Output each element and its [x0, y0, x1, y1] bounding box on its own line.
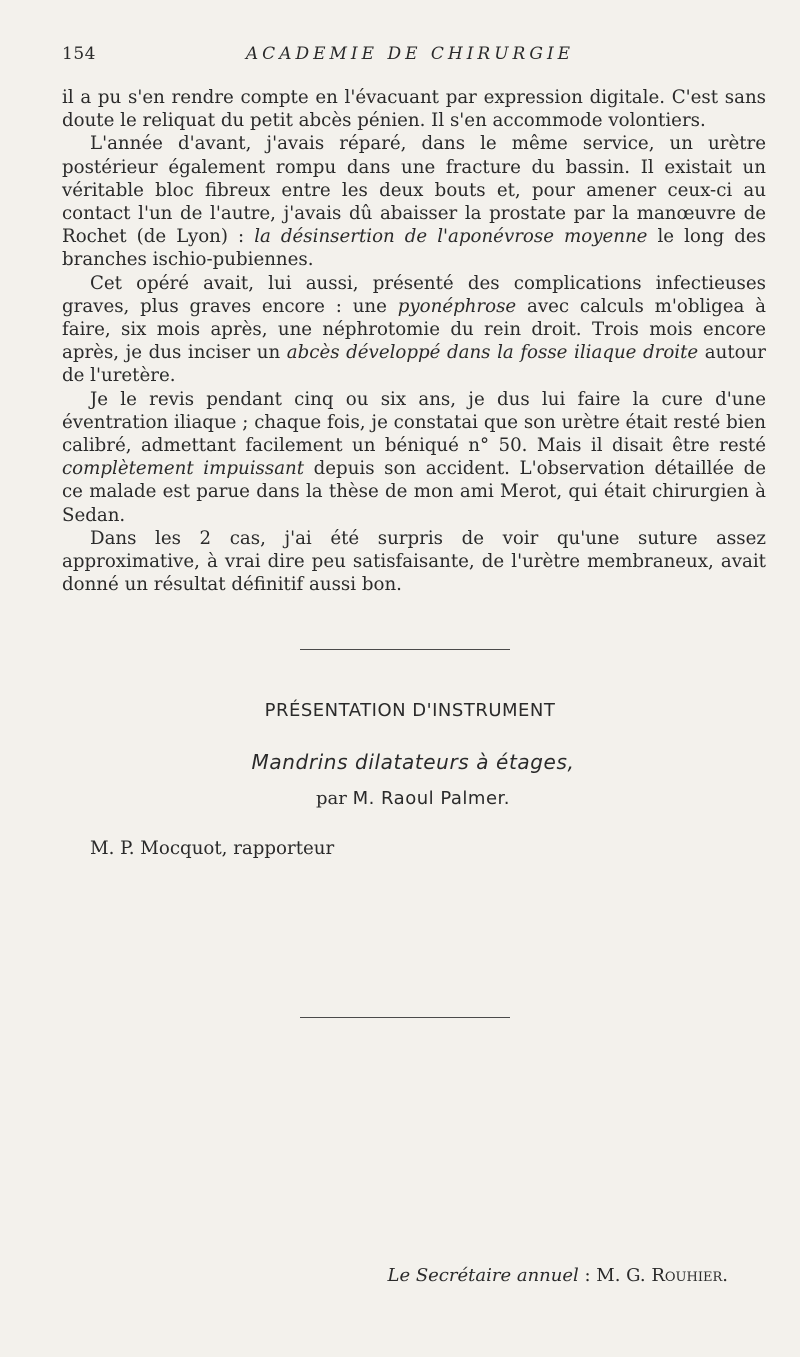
body-paragraph: [62, 388, 766, 527]
rapporteur-line: M. P. Mocquot, rapporteur: [90, 838, 335, 859]
body-paragraph: [62, 86, 766, 132]
signature-line: [388, 1265, 729, 1286]
author-line: [0, 788, 800, 809]
closing-divider: [300, 1017, 510, 1018]
journal-title: ACADEMIE DE CHIRURGIE: [245, 44, 575, 64]
text-run: Je le revis pendant cinq ou six ans, je dus lui faire la cure d'une éventration iliaque ; chaque fois, je constatai que son urètre était resté bien calibré, admettant facilement un béniqué n° 50. Mais il disait être resté: [62, 388, 766, 457]
instrument-title: Mandrins dilatateurs à étages,: [251, 750, 575, 774]
text-run: il a pu s'en rendre compte en l'évacuant par expression digitale. C'est sans doute le reliquat du petit abcès pénien. Il s'en accommode volontiers.: [62, 87, 766, 132]
italic-phrase: pyonéphrose: [397, 295, 517, 317]
italic-phrase: abcès développé dans la fosse iliaque droite: [286, 342, 699, 364]
text-run: Cet opéré avait, lui aussi, présenté des complications infectieuses graves, plus graves encore : une: [62, 272, 766, 317]
section-divider: [300, 649, 510, 650]
secretary-role: Le Secrétaire annuel: [387, 1265, 579, 1286]
body-text: [62, 86, 766, 596]
signature-separator: :: [578, 1265, 597, 1286]
running-head: [62, 44, 758, 68]
italic-phrase: la désinsertion de l'aponévrose moyenne: [254, 226, 648, 248]
author-name: M. Raoul Palmer.: [352, 788, 510, 809]
section-heading: PRÉSENTATION D'INSTRUMENT: [264, 700, 556, 721]
body-paragraph: [62, 132, 766, 271]
page-number: 154: [62, 44, 96, 64]
text-run: Dans les 2 cas, j'ai été surpris de voir qu'une suture assez approximative, à vrai dire peu satisfaisante, de l'urètre membraneux, avait donné un résultat définitif aussi bon.: [62, 527, 766, 596]
text-run: depuis son accident. L'observation détaillée de ce malade est parue dans la thèse de mon ami Merot, qui était chirurgien à Sedan.: [62, 458, 766, 526]
body-paragraph: [62, 272, 766, 388]
by-label: par: [315, 788, 347, 809]
text-run: avec calculs m'obligea à faire, six mois après, une néphrotomie du rein droit. Trois mois encore après, je dus inciser un: [62, 295, 767, 364]
text-run: autour de l'uretère.: [62, 342, 766, 387]
body-paragraph: [62, 527, 766, 597]
italic-phrase: complètement impuissant: [62, 458, 305, 480]
text-run: le long des branches ischio-pubiennes.: [62, 226, 766, 271]
secretary-name: M. G. Rouhier.: [596, 1265, 728, 1286]
text-run: L'année d'avant, j'avais réparé, dans le même service, un urètre postérieur également rompu dans une fracture du bassin. Il existait un véritable bloc fibreux entre les deux bouts et, pour amener ceux-ci au contact l'un de l'autre, j'avais dû abaisser la prostate par la manœuvre de Rochet (de Lyon) :: [62, 133, 766, 248]
